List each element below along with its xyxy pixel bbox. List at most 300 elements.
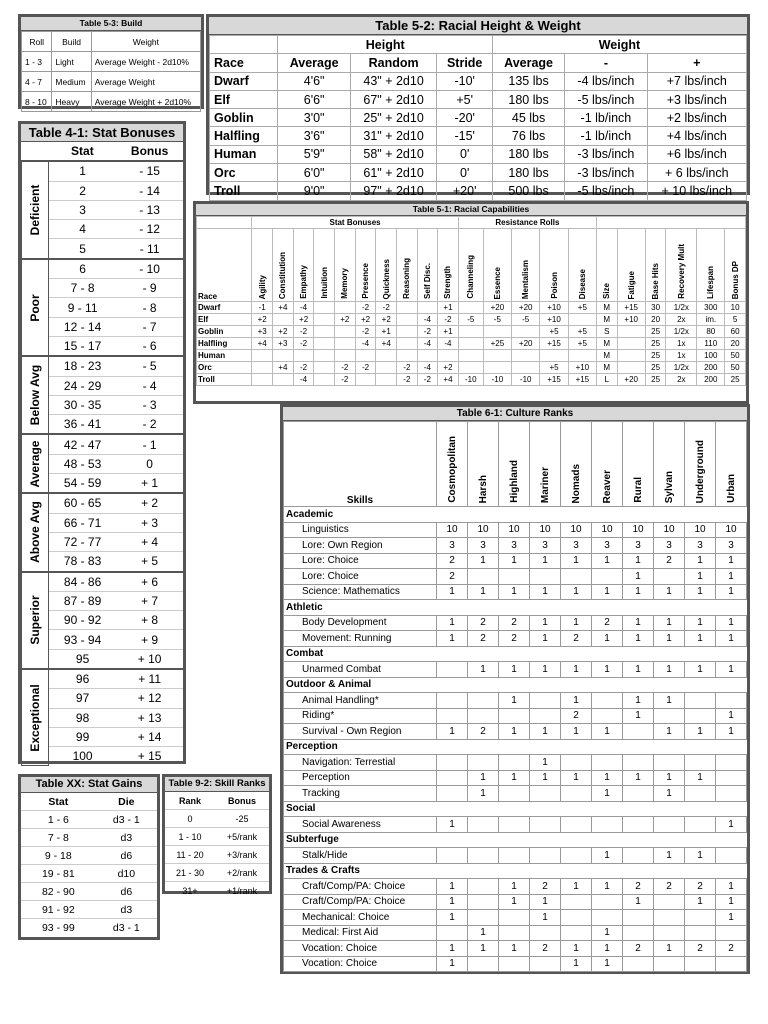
table-cell: +20 xyxy=(483,302,511,314)
table-cell: 43" + 2d10 xyxy=(350,72,437,90)
rank-cell: 1 xyxy=(592,770,623,786)
rank-cell xyxy=(685,910,716,926)
rank-cell: 1 xyxy=(437,956,468,972)
rank-cell: 1 xyxy=(437,941,468,957)
category-row xyxy=(284,801,747,817)
column-header: Reaver xyxy=(601,469,613,503)
empty-cell xyxy=(592,801,623,817)
table-cell xyxy=(355,350,376,362)
rank-cell: 2 xyxy=(437,569,468,585)
rank-cell: 10 xyxy=(654,522,685,538)
rank-cell: 2 xyxy=(499,615,530,631)
rank-cell: 1 xyxy=(437,724,468,740)
table-row xyxy=(197,362,746,374)
rank-cell xyxy=(499,755,530,771)
rank-cell xyxy=(654,708,685,724)
table-cell xyxy=(458,302,483,314)
bonus-cell: + 15 xyxy=(116,747,183,766)
rank-cell: 2 xyxy=(685,879,716,895)
empty-cell xyxy=(654,863,685,879)
table-cell: 25 xyxy=(645,362,666,374)
rank-cell: 10 xyxy=(623,522,654,538)
table-cell: +7 lbs/inch xyxy=(647,72,746,90)
empty-cell xyxy=(716,801,747,817)
rank-cell xyxy=(623,910,654,926)
table-row xyxy=(284,941,747,957)
table-cell: 4 - 7 xyxy=(22,72,52,92)
table-row xyxy=(210,90,747,108)
table-cell: -5 lbs/inch xyxy=(565,182,647,200)
empty-cell xyxy=(499,739,530,755)
rank-cell: 1 xyxy=(685,584,716,600)
rank-cell: 1 xyxy=(592,956,623,972)
empty-cell xyxy=(561,677,592,693)
table-cell: +15 xyxy=(540,338,568,350)
table-cell: +5/rank xyxy=(215,828,269,846)
empty-cell xyxy=(530,801,561,817)
table-row xyxy=(165,882,269,900)
rank-cell: 1 xyxy=(654,693,685,709)
table-cell: 76 lbs xyxy=(492,127,564,145)
category-label: Subterfuge xyxy=(284,832,437,848)
stat-cell: 1 xyxy=(49,161,117,181)
table-cell: 6'0" xyxy=(278,164,350,182)
rank-cell xyxy=(561,910,592,926)
skill-name: Tracking xyxy=(284,786,437,802)
table-cell xyxy=(314,350,335,362)
category-label: Combat xyxy=(284,646,437,662)
table-cell: -4 xyxy=(417,338,438,350)
table-cell: +2 xyxy=(273,326,294,338)
race-cell: Human xyxy=(197,350,252,362)
table-cell xyxy=(273,314,294,326)
bonus-cell: + 6 xyxy=(116,572,183,592)
table-cell: -10 xyxy=(483,374,511,386)
rank-cell: 1 xyxy=(716,662,747,678)
empty-cell xyxy=(716,739,747,755)
group-label: Superior xyxy=(28,595,42,645)
table-row xyxy=(165,810,269,828)
table-cell: -10 xyxy=(458,374,483,386)
rank-cell xyxy=(530,693,561,709)
rank-cell: 10 xyxy=(561,522,592,538)
bonus-cell: + 11 xyxy=(116,669,183,689)
column-header-cell xyxy=(355,229,376,302)
table-row xyxy=(210,72,747,90)
empty-cell xyxy=(592,677,623,693)
table-row xyxy=(22,572,184,592)
column-header: Presence xyxy=(361,263,371,299)
column-header: Recovery Mult xyxy=(676,244,686,299)
stat-header: Stat xyxy=(48,795,69,808)
rank-cell: 10 xyxy=(499,522,530,538)
empty-cell xyxy=(499,507,530,523)
bonus-cell: - 10 xyxy=(116,259,183,279)
table-cell xyxy=(417,302,438,314)
table-cell: 20 xyxy=(645,314,666,326)
rank-cell: 1 xyxy=(592,786,623,802)
stat-cell: 30 - 35 xyxy=(49,395,117,414)
rank-cell xyxy=(716,786,747,802)
rank-cell xyxy=(499,848,530,864)
column-header-cell xyxy=(483,229,511,302)
rank-cell: 1 xyxy=(499,724,530,740)
table-cell: -10 xyxy=(512,374,540,386)
column-header-cell xyxy=(540,229,568,302)
column-header: Disease xyxy=(577,268,587,299)
table-cell xyxy=(334,302,355,314)
empty-cell xyxy=(437,507,468,523)
stat-cell: 54 - 59 xyxy=(49,474,117,494)
column-header-cell xyxy=(685,422,716,507)
rank-cell: 1 xyxy=(623,569,654,585)
empty-cell xyxy=(623,739,654,755)
rank-cell: 1 xyxy=(623,553,654,569)
rank-cell xyxy=(530,925,561,941)
table-row xyxy=(284,724,747,740)
table-cell: -15' xyxy=(437,127,492,145)
table-row xyxy=(284,925,747,941)
stat-cell: 2 xyxy=(49,181,117,200)
table-cell xyxy=(458,338,483,350)
empty-cell xyxy=(499,677,530,693)
rank-cell: 1 xyxy=(623,662,654,678)
empty-cell xyxy=(437,646,468,662)
column-header: Self Disc. xyxy=(422,262,432,299)
table-cell: -5 xyxy=(458,314,483,326)
table-cell: +2 xyxy=(376,314,397,326)
group-label: Below Avg xyxy=(28,365,42,426)
rank-cell xyxy=(623,848,654,864)
column-header: Stride xyxy=(437,54,492,72)
table-cell: 2x xyxy=(666,314,697,326)
bonus-cell: - 6 xyxy=(116,336,183,356)
rank-cell: 2 xyxy=(561,631,592,647)
rank-cell: 1 xyxy=(561,956,592,972)
empty-cell xyxy=(468,507,499,523)
rank-cell: 2 xyxy=(468,724,499,740)
empty-cell xyxy=(623,801,654,817)
rank-cell: 1 xyxy=(592,724,623,740)
table-cell xyxy=(483,326,511,338)
table-cell: 110 xyxy=(697,338,725,350)
table-row xyxy=(284,848,747,864)
column-header-cell xyxy=(645,229,666,302)
empty-cell xyxy=(716,600,747,616)
rank-cell: 1 xyxy=(716,894,747,910)
skill-name: Stalk/Hide xyxy=(284,848,437,864)
stat-cell: 95 xyxy=(49,649,117,669)
table-row xyxy=(210,127,747,145)
bonus-cell: + 12 xyxy=(116,689,183,708)
table-cell xyxy=(314,374,335,386)
empty-cell xyxy=(530,507,561,523)
table-cell: +20' xyxy=(437,182,492,200)
table-cell xyxy=(252,362,273,374)
table-row xyxy=(21,901,157,919)
column-header-cell xyxy=(468,422,499,507)
empty-cell xyxy=(530,646,561,662)
rank-cell xyxy=(499,786,530,802)
rank-cell xyxy=(654,910,685,926)
table-row xyxy=(197,374,746,386)
column-header-cell xyxy=(592,422,623,507)
column-header: Rural xyxy=(632,477,644,503)
table-cell: 97" + 2d10 xyxy=(350,182,437,200)
empty-cell xyxy=(530,677,561,693)
table-row xyxy=(22,259,184,279)
bonus-cell: - 15 xyxy=(116,161,183,181)
rank-cell: 1 xyxy=(716,584,747,600)
table-cell: 0 xyxy=(165,810,215,828)
group-label-cell xyxy=(22,572,49,669)
rank-cell: 1 xyxy=(530,584,561,600)
empty-cell xyxy=(22,142,49,161)
table-row xyxy=(165,864,269,882)
table-row xyxy=(197,314,746,326)
table-row xyxy=(165,846,269,864)
table-cell xyxy=(334,338,355,350)
table-cell: M xyxy=(597,338,618,350)
rank-cell xyxy=(561,894,592,910)
skill-name: Vocation: Choice xyxy=(284,941,437,957)
table-cell: +20 xyxy=(617,374,645,386)
column-header: Size xyxy=(602,282,612,299)
rank-cell: 1 xyxy=(468,925,499,941)
bonus-cell: - 14 xyxy=(116,181,183,200)
rank-cell xyxy=(716,755,747,771)
category-row xyxy=(284,507,747,523)
bonus-cell: + 2 xyxy=(116,493,183,513)
rank-cell: 2 xyxy=(654,879,685,895)
empty-cell xyxy=(685,507,716,523)
category-row xyxy=(284,739,747,755)
table-cell: +1 xyxy=(438,326,459,338)
column-header-cell xyxy=(597,229,618,302)
rank-cell: 3 xyxy=(685,538,716,554)
rank-cell: 1 xyxy=(592,584,623,600)
empty-cell xyxy=(530,739,561,755)
race-cell: Troll xyxy=(197,374,252,386)
empty-cell xyxy=(499,600,530,616)
table-cell: Average Weight xyxy=(91,72,200,92)
empty-cell xyxy=(654,739,685,755)
rank-cell: 1 xyxy=(530,755,561,771)
rank-cell: 1 xyxy=(623,615,654,631)
rank-cell xyxy=(623,786,654,802)
table-cell: 8 - 10 xyxy=(22,92,52,112)
stat-cell: 5 xyxy=(49,239,117,259)
empty-cell xyxy=(499,832,530,848)
column-header: Average xyxy=(492,54,564,72)
empty-cell xyxy=(654,832,685,848)
table-cell: +2 xyxy=(293,314,314,326)
table-cell: +2 xyxy=(355,314,376,326)
table-cell xyxy=(376,362,397,374)
rank-cell: 2 xyxy=(530,879,561,895)
category-label: Academic xyxy=(284,507,437,523)
table-cell: 0' xyxy=(437,164,492,182)
rank-cell xyxy=(437,770,468,786)
bonus-header: Bonus xyxy=(130,144,169,159)
rank-cell xyxy=(437,925,468,941)
table-cell: +15 xyxy=(568,374,596,386)
rank-cell: 1 xyxy=(437,584,468,600)
race-cell: Halfling xyxy=(210,127,278,145)
rank-cell: 1 xyxy=(623,693,654,709)
table-cell xyxy=(512,350,540,362)
skill-name: Body Development xyxy=(284,615,437,631)
empty-cell xyxy=(197,217,252,229)
rank-cell xyxy=(468,708,499,724)
skill-name: Mechanical: Choice xyxy=(284,910,437,926)
rank-cell xyxy=(437,755,468,771)
group-stat-header: Stat Bonuses xyxy=(252,217,459,229)
table-row xyxy=(210,109,747,127)
rank-cell: 1 xyxy=(468,786,499,802)
rank-cell: 1 xyxy=(468,770,499,786)
bonus-cell: + 1 xyxy=(116,474,183,494)
stat-cell: 60 - 65 xyxy=(49,493,117,513)
rank-cell: 1 xyxy=(561,693,592,709)
rank-cell xyxy=(654,569,685,585)
table-cell: +10 xyxy=(540,302,568,314)
rank-cell xyxy=(468,894,499,910)
rank-cell: 1 xyxy=(499,879,530,895)
table-cell: Heavy xyxy=(52,92,91,112)
table-cell xyxy=(252,350,273,362)
table-row xyxy=(210,182,747,200)
table-cell xyxy=(314,314,335,326)
table-cell: +5' xyxy=(437,90,492,108)
table-cell: -2 xyxy=(293,362,314,374)
rank-cell xyxy=(561,755,592,771)
table-cell: +4 xyxy=(376,338,397,350)
stat-header: Stat xyxy=(71,144,94,159)
rank-cell xyxy=(592,755,623,771)
table-row xyxy=(197,302,746,314)
stat-cell: 78 - 83 xyxy=(49,552,117,572)
table-cell xyxy=(334,350,355,362)
table-cell: -1 xyxy=(252,302,273,314)
rank-cell: 1 xyxy=(592,941,623,957)
rank-cell xyxy=(623,724,654,740)
rank-cell: 1 xyxy=(592,848,623,864)
rank-cell: 1 xyxy=(685,662,716,678)
table-row xyxy=(284,569,747,585)
empty-cell xyxy=(530,600,561,616)
table-cell: -2 xyxy=(438,314,459,326)
empty-cell xyxy=(437,677,468,693)
table-row xyxy=(22,356,184,376)
race-cell: Dwarf xyxy=(210,72,278,90)
table-row xyxy=(284,817,747,833)
stat-cell: 4 xyxy=(49,220,117,239)
table-cell: Light xyxy=(52,52,91,72)
empty-cell xyxy=(561,801,592,817)
rank-cell xyxy=(468,817,499,833)
stat-cell: 66 - 71 xyxy=(49,513,117,532)
table-cell: +2 lbs/inch xyxy=(647,109,746,127)
rank-cell: 1 xyxy=(561,724,592,740)
table-cell xyxy=(512,326,540,338)
table-cell xyxy=(397,338,418,350)
rank-cell: 1 xyxy=(468,662,499,678)
table-cell xyxy=(334,326,355,338)
empty-cell xyxy=(592,646,623,662)
empty-cell xyxy=(561,863,592,879)
bonus-cell: - 2 xyxy=(116,415,183,435)
table-cell: -1 lb/inch xyxy=(565,127,647,145)
table-cell: 10 xyxy=(725,302,746,314)
table-row xyxy=(197,350,746,362)
column-header-cell xyxy=(512,229,540,302)
category-row xyxy=(284,646,747,662)
rank-cell: 1 xyxy=(437,817,468,833)
table-cell: +15 xyxy=(617,302,645,314)
rank-cell: 1 xyxy=(437,879,468,895)
category-label: Trades & Crafts xyxy=(284,863,437,879)
table-row xyxy=(165,828,269,846)
rank-cell xyxy=(716,693,747,709)
column-header: Agility xyxy=(257,274,267,299)
rank-cell: 1 xyxy=(437,615,468,631)
column-header: Urban xyxy=(725,474,737,503)
column-header: Sylvan xyxy=(663,470,675,503)
table-cell xyxy=(458,350,483,362)
rank-cell xyxy=(623,755,654,771)
table-cell: 1/2x xyxy=(666,302,697,314)
skill-name: Social Awareness xyxy=(284,817,437,833)
table-cell: 3'6" xyxy=(278,127,350,145)
table-cell: +2 xyxy=(252,314,273,326)
table-title: Table 4-1: Stat Bonuses xyxy=(21,124,183,142)
rank-cell: 10 xyxy=(437,522,468,538)
empty-cell xyxy=(654,801,685,817)
rank-cell: 1 xyxy=(530,770,561,786)
skill-name: Lore: Own Region xyxy=(284,538,437,554)
rank-cell: 1 xyxy=(623,770,654,786)
table-cell: d3 - 1 xyxy=(96,811,157,829)
column-header-cell xyxy=(654,422,685,507)
empty-cell xyxy=(654,507,685,523)
rank-cell: 3 xyxy=(530,538,561,554)
rank-cell: 1 xyxy=(530,615,561,631)
rank-cell: 1 xyxy=(685,770,716,786)
table-cell: -4 xyxy=(438,338,459,350)
table-row xyxy=(284,693,747,709)
table-cell: +15 xyxy=(540,374,568,386)
empty-cell xyxy=(592,600,623,616)
rank-cell xyxy=(499,910,530,926)
table-cell: -3 lbs/inch xyxy=(565,164,647,182)
column-header-cell xyxy=(499,422,530,507)
empty-cell xyxy=(468,600,499,616)
table-cell: 135 lbs xyxy=(492,72,564,90)
table-cell: im. xyxy=(697,314,725,326)
rank-cell xyxy=(468,910,499,926)
rank-cell xyxy=(561,817,592,833)
rank-cell: 1 xyxy=(654,584,685,600)
table-cell xyxy=(314,326,335,338)
stat-cell: 3 xyxy=(49,200,117,219)
empty-cell xyxy=(437,801,468,817)
table-cell: +4 lbs/inch xyxy=(647,127,746,145)
group-weight-header: Weight xyxy=(492,36,746,54)
rank-cell: 1 xyxy=(499,894,530,910)
bonus-cell: + 13 xyxy=(116,708,183,727)
table-5-3-build xyxy=(18,14,204,109)
